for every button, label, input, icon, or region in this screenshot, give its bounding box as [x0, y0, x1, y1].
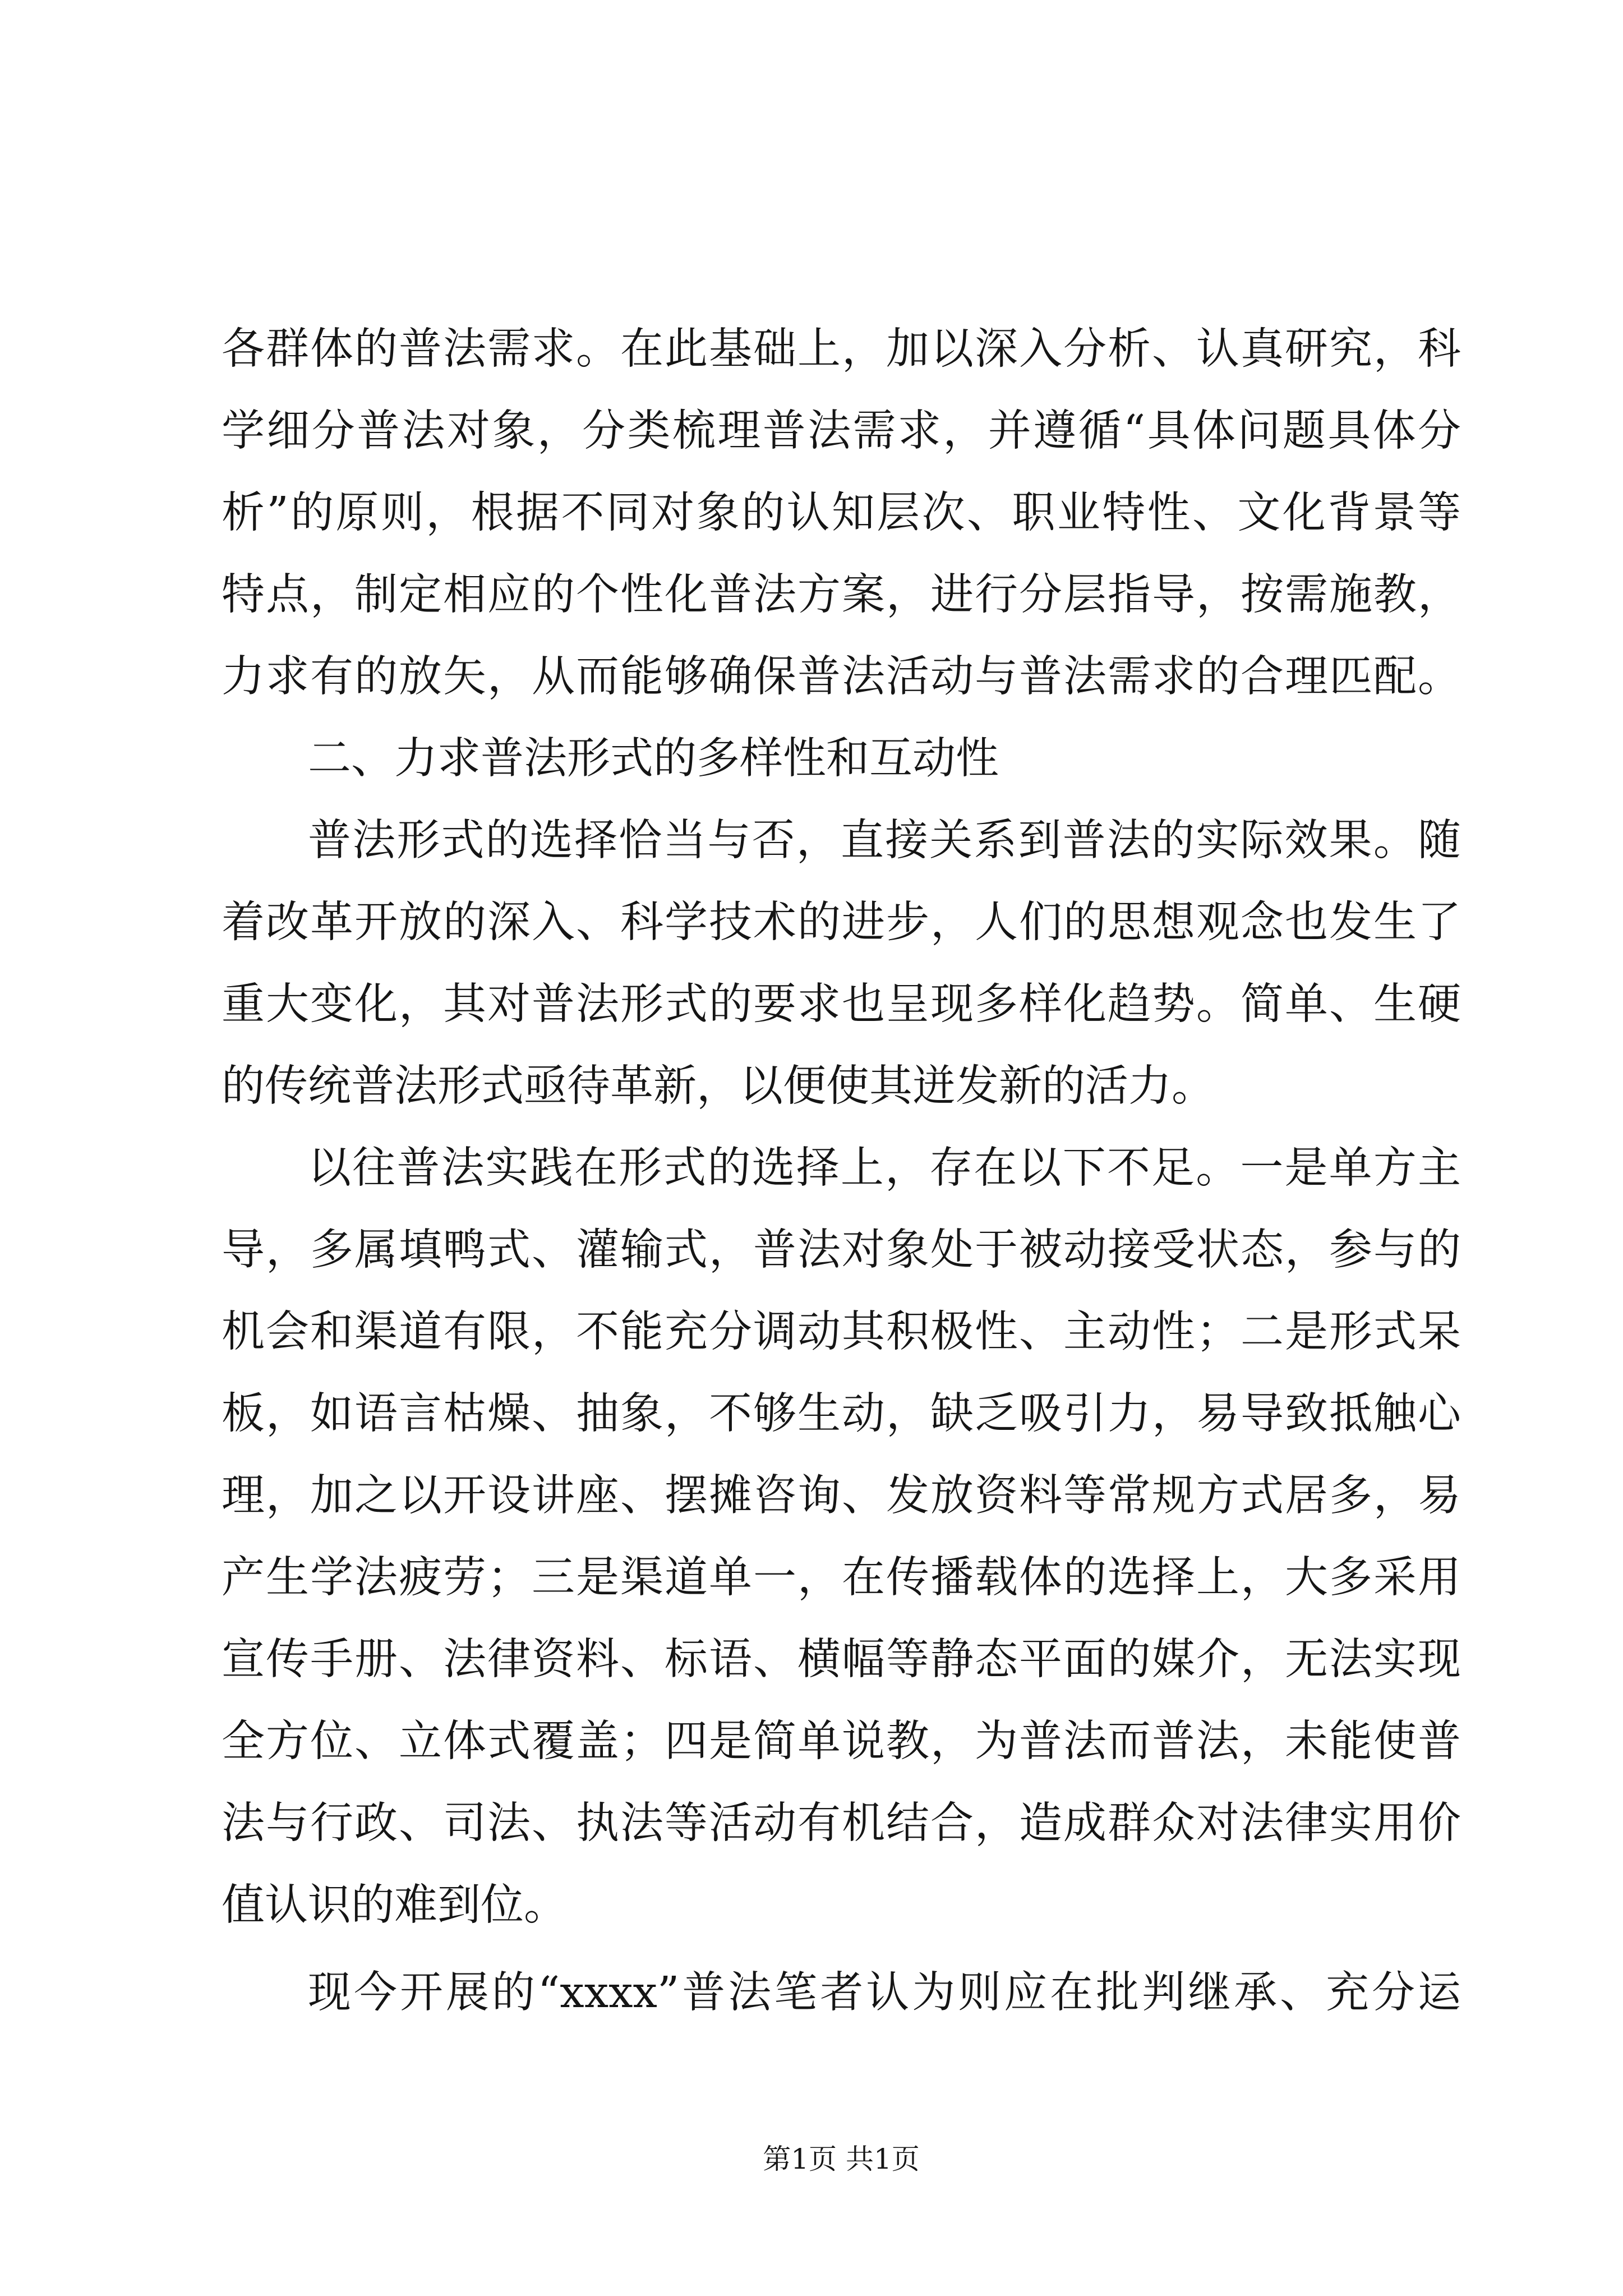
text-line: 各群体的普法需求。在此基础上，加以深入分析、认真研究，科	[222, 324, 1461, 374]
paragraph-shortcomings	[222, 1128, 1461, 1947]
text-line: 值认识的难到位。	[222, 1880, 567, 1930]
text-line: 以往普法实践在形式的选择上，存在以下不足。一是单方主	[308, 1143, 1461, 1193]
section-heading-text: 二、力求普法形式的多样性和互动性	[308, 734, 999, 784]
text-line: 力求有的放矢，从而能够确保普法活动与普法需求的合理匹配。	[222, 652, 1461, 702]
text-line: 学细分普法对象，分类梳理普法需求，并遵循“具体问题具体分	[222, 406, 1461, 456]
text-line: 的传统普法形式亟待革新，以便使其迸发新的活力。	[222, 1061, 1215, 1111]
text-line: 着改革开放的深入、科学技术的进步，人们的思想观念也发生了	[222, 898, 1461, 947]
text-line: 导，多属填鸭式、灌输式，普法对象处于被动接受状态，参与的	[222, 1225, 1461, 1275]
text-line: 特点，制定相应的个性化普法方案，进行分层指导，按需施教，	[222, 570, 1461, 620]
text-line: 宣传手册、法律资料、标语、横幅等静态平面的媒介，无法实现	[222, 1635, 1461, 1685]
text-line: 理，加之以开设讲座、摆摊咨询、发放资料等常规方式居多，易	[222, 1471, 1461, 1521]
page-footer: 第1页 共1页	[763, 2143, 920, 2175]
text-line: 全方位、立体式覆盖；四是简单说教，为普法而普法，未能使普	[222, 1717, 1461, 1766]
text-line: 板，如语言枯燥、抽象，不够生动，缺乏吸引力，易导致抵触心	[222, 1389, 1461, 1439]
text-line: 法与行政、司法、执法等活动有机结合，造成群众对法律实用价	[222, 1798, 1461, 1848]
document-body	[222, 309, 1461, 2034]
text-line: 产生学法疲劳；三是渠道单一，在传播载体的选择上，大多采用	[222, 1553, 1461, 1603]
text-line: 现今开展的“xxxx”普法笔者认为则应在批判继承、充分运	[308, 1968, 1461, 2018]
paragraph-current	[222, 1952, 1461, 2034]
text-line: 普法形式的选择恰当与否，直接关系到普法的实际效果。随	[308, 816, 1461, 866]
section-heading	[222, 718, 1461, 800]
text-line: 析”的原则，根据不同对象的认知层次、职业特性、文化背景等	[222, 488, 1461, 538]
text-line: 重大变化，其对普法形式的要求也呈现多样化趋势。简单、生硬	[222, 979, 1461, 1029]
paragraph-form-selection	[222, 800, 1461, 1128]
paragraph-continued	[222, 309, 1461, 718]
text-line: 机会和渠道有限，不能充分调动其积极性、主动性；二是形式呆	[222, 1307, 1461, 1357]
